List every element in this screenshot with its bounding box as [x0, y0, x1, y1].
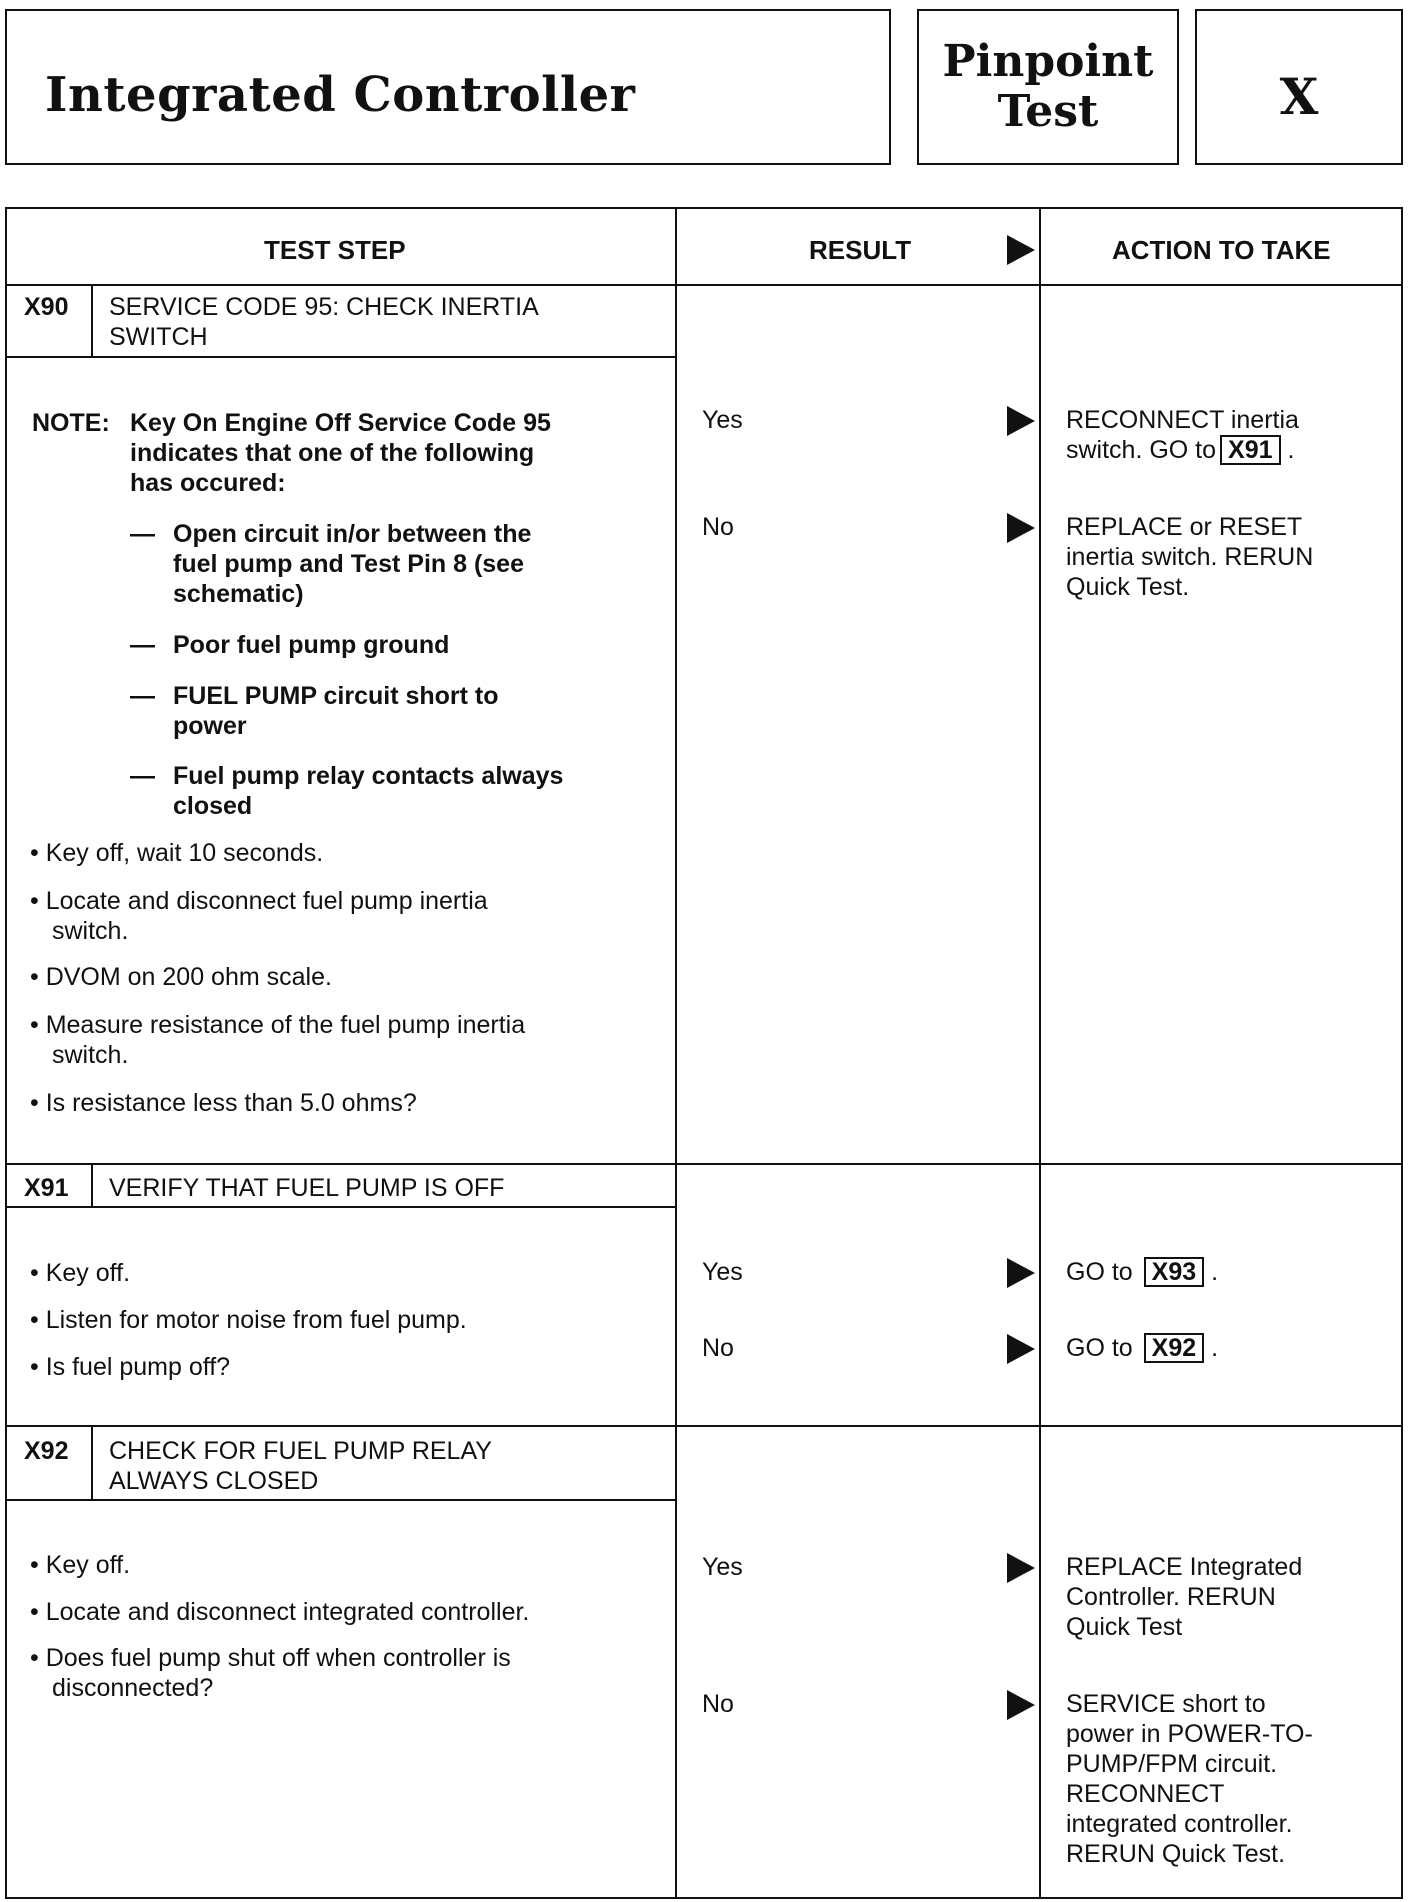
header-title-box	[5, 9, 891, 165]
goto-x91-link[interactable]: X91	[1220, 435, 1280, 465]
action-no-line1: SERVICE short to	[1066, 1690, 1266, 1718]
step-bullet-3: • Is fuel pump off?	[30, 1352, 230, 1382]
goto-x93-link[interactable]: X93	[1144, 1257, 1204, 1287]
note-item-1-line3: schematic)	[173, 580, 304, 608]
col-header-test-step: TEST STEP	[264, 235, 406, 265]
note-line1: Key On Engine Off Service Code 95	[130, 409, 551, 437]
step-code-x90: X90	[24, 293, 69, 321]
note-line2: indicates that one of the following	[130, 439, 535, 467]
col-header-action: ACTION TO TAKE	[1112, 235, 1331, 265]
step-title-x92-line1: CHECK FOR FUEL PUMP RELAY	[109, 1437, 492, 1465]
action-yes-line1: REPLACE Integrated	[1066, 1553, 1303, 1581]
step-bullet-4-line1: • Measure resistance of the fuel pump inertia	[30, 1010, 525, 1040]
note-label: NOTE:	[32, 409, 110, 437]
note-item-2-line1: Poor fuel pump ground	[173, 631, 450, 659]
step-title-underline	[5, 1499, 675, 1501]
note-dash-2: —	[130, 631, 155, 659]
arrow-right-icon	[1007, 1258, 1035, 1288]
note-line3: has occured:	[130, 469, 286, 497]
step-code-divider	[91, 1163, 93, 1208]
step-bullet-1: • Key off.	[30, 1258, 130, 1288]
note-item-4-line1: Fuel pump relay contacts always	[173, 762, 564, 790]
note-item-1-line1: Open circuit in/or between the	[173, 520, 532, 548]
action-no-line4: RECONNECT	[1066, 1780, 1225, 1808]
step-title-x90-line2: SWITCH	[109, 323, 208, 351]
arrow-right-icon	[1007, 406, 1035, 436]
step-bullet-2: • Listen for motor noise from fuel pump.	[30, 1305, 467, 1335]
action-no-line6: RERUN Quick Test.	[1066, 1840, 1286, 1868]
action-no-line5: integrated controller.	[1066, 1810, 1293, 1838]
step-title-x90-line1: SERVICE CODE 95: CHECK INERTIA	[109, 293, 539, 321]
step-bullet-1: • Key off, wait 10 seconds.	[30, 838, 323, 868]
step-bullet-4-line2: switch.	[52, 1041, 129, 1069]
step-title-underline	[5, 356, 675, 358]
action-no-line2: power in POWER-TO-	[1066, 1720, 1313, 1748]
col-divider-1	[675, 207, 677, 1899]
note-item-4-line2: closed	[173, 792, 253, 820]
header-pinpoint-box	[917, 9, 1179, 165]
header-row-divider	[5, 284, 1403, 286]
result-no: No	[702, 1690, 734, 1718]
note-dash-3: —	[130, 682, 155, 710]
arrow-right-icon	[1007, 513, 1035, 543]
header-letter-box	[1195, 9, 1403, 165]
step-title-x91: VERIFY THAT FUEL PUMP IS OFF	[109, 1174, 505, 1202]
col-divider-2	[1039, 207, 1041, 1899]
action-yes-line1: RECONNECT inertia	[1066, 406, 1299, 434]
step-bullet-5: • Is resistance less than 5.0 ohms?	[30, 1088, 417, 1118]
step-code-x91: X91	[24, 1174, 69, 1202]
step-bullet-2-line2: switch.	[52, 917, 129, 945]
step-code-x92: X92	[24, 1437, 69, 1465]
result-yes: Yes	[702, 406, 743, 434]
step-code-divider	[91, 1425, 93, 1501]
result-no: No	[702, 513, 734, 541]
pinpoint-label-line2: Test	[997, 86, 1099, 137]
action-yes-line2: switch. GO to X91 .	[1066, 436, 1295, 464]
step-title-x92-line2: ALWAYS CLOSED	[109, 1467, 319, 1495]
goto-x92-link[interactable]: X92	[1144, 1333, 1204, 1363]
pinpoint-label-line1: Pinpoint	[942, 36, 1154, 87]
result-yes: Yes	[702, 1258, 743, 1286]
row-divider-x91	[5, 1163, 1403, 1165]
action-yes-line3: Quick Test	[1066, 1613, 1183, 1641]
step-bullet-3-line2: disconnected?	[52, 1674, 214, 1702]
step-bullet-2: • Locate and disconnect integrated controller.	[30, 1597, 529, 1627]
action-no-line3: PUMP/FPM circuit.	[1066, 1750, 1278, 1778]
action-yes-line2: Controller. RERUN	[1066, 1583, 1276, 1611]
arrow-right-icon	[1007, 1553, 1035, 1583]
arrow-right-icon	[1007, 1690, 1035, 1720]
step-bullet-3-line1: • Does fuel pump shut off when controller is	[30, 1643, 511, 1673]
note-item-3-line1: FUEL PUMP circuit short to	[173, 682, 499, 710]
col-header-result: RESULT	[809, 235, 912, 265]
row-divider-x92	[5, 1425, 1403, 1427]
arrow-right-icon	[1007, 235, 1035, 265]
note-item-3-line2: power	[173, 712, 247, 740]
result-no: No	[702, 1334, 734, 1362]
action-no: GO to X92 .	[1066, 1334, 1219, 1362]
action-no-line3: Quick Test.	[1066, 573, 1190, 601]
step-title-underline	[5, 1206, 675, 1208]
arrow-right-icon	[1007, 1334, 1035, 1364]
action-no-line2: inertia switch. RERUN	[1066, 543, 1314, 571]
step-bullet-2-line1: • Locate and disconnect fuel pump inertia	[30, 886, 488, 916]
step-bullet-1: • Key off.	[30, 1550, 130, 1580]
page-title: Integrated Controller	[45, 67, 636, 123]
result-yes: Yes	[702, 1553, 743, 1581]
test-letter: X	[1279, 67, 1319, 126]
note-dash-1: —	[130, 520, 155, 548]
action-yes: GO to X93 .	[1066, 1258, 1219, 1286]
step-code-divider	[91, 284, 93, 358]
note-dash-4: —	[130, 762, 155, 790]
action-no-line1: REPLACE or RESET	[1066, 513, 1303, 541]
step-bullet-3: • DVOM on 200 ohm scale.	[30, 962, 332, 992]
note-item-1-line2: fuel pump and Test Pin 8 (see	[173, 550, 524, 578]
